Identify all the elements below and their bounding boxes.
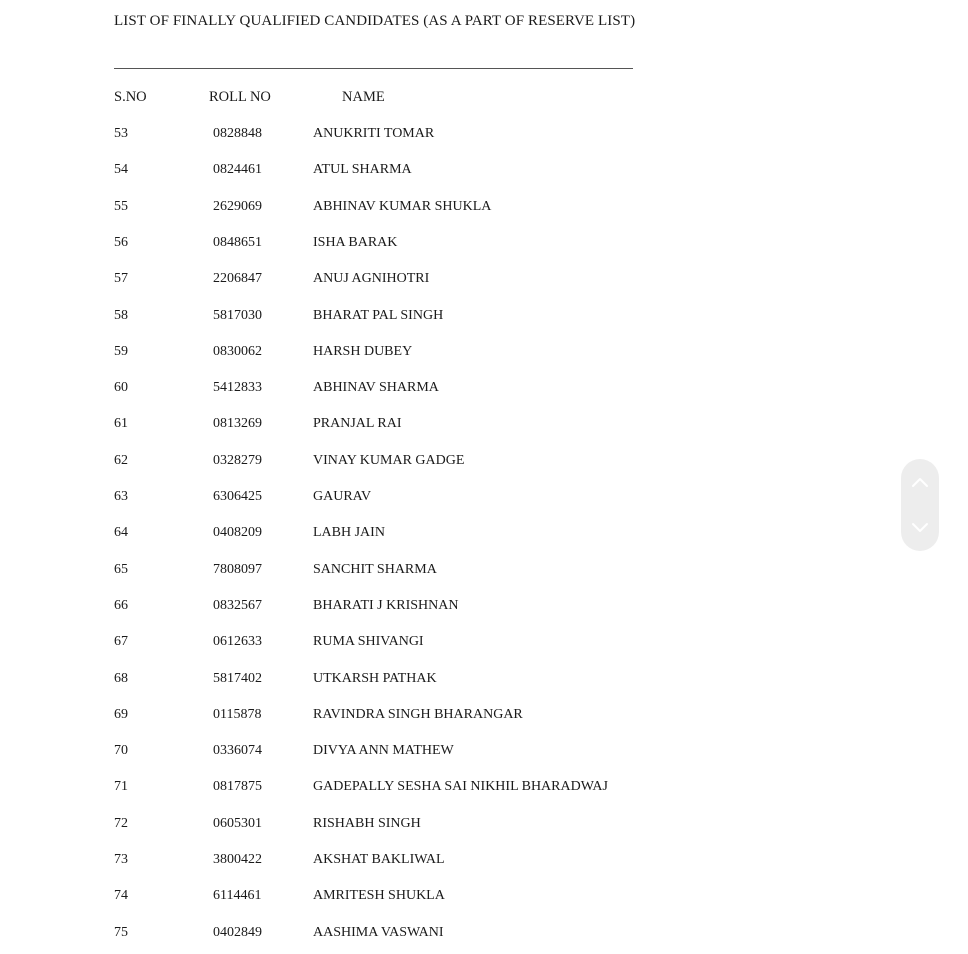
- table-row: [0, 888, 968, 908]
- page-scroll-controls: [901, 459, 939, 551]
- table-row: [0, 598, 968, 618]
- table-row: [0, 199, 968, 219]
- chevron-up-icon: [911, 476, 929, 488]
- cell-sno: 59: [114, 343, 128, 359]
- table-row: [0, 308, 968, 328]
- cell-name: GADEPALLY SESHA SAI NIKHIL BHARADWAJ: [313, 779, 608, 795]
- cell-name: AASHIMA VASWANI: [313, 924, 444, 940]
- cell-sno: 53: [114, 126, 128, 141]
- cell-name: LABH JAIN: [313, 525, 385, 541]
- table-row: [0, 271, 968, 291]
- column-header-sno: S.NO: [114, 89, 147, 105]
- cell-sno: 55: [114, 198, 128, 214]
- cell-sno: 75: [114, 924, 128, 940]
- cell-name: ABHINAV SHARMA: [313, 380, 439, 396]
- cell-name: ANUJ AGNIHOTRI: [313, 271, 430, 287]
- cell-name: PRANJAL RAI: [313, 416, 402, 432]
- cell-sno: 64: [114, 525, 128, 541]
- cell-sno: 72: [114, 815, 128, 831]
- cell-sno: 62: [114, 452, 128, 468]
- document-title: LIST OF FINALLY QUALIFIED CANDIDATES (AS A PART OF RESERVE LIST): [114, 13, 636, 29]
- cell-roll-no: 0612633: [213, 634, 262, 650]
- cell-name: GAURAV: [313, 489, 372, 504]
- cell-roll-no: 5817030: [213, 307, 262, 323]
- table-row: [0, 380, 968, 400]
- cell-name: RUMA SHIVANGI: [313, 634, 424, 650]
- cell-roll-no: 5817402: [213, 670, 262, 686]
- table-header: [0, 89, 968, 109]
- table-row: [0, 453, 968, 473]
- cell-roll-no: 6306425: [213, 489, 262, 504]
- table-row: [0, 816, 968, 836]
- table-row: [0, 707, 968, 727]
- table-row: [0, 162, 968, 182]
- table-row: [0, 489, 968, 509]
- table-row: [0, 852, 968, 872]
- cell-roll-no: 0817875: [213, 779, 262, 795]
- cell-roll-no: 0848651: [213, 234, 262, 250]
- cell-name: ISHA BARAK: [313, 234, 398, 250]
- cell-name: AKSHAT BAKLIWAL: [313, 852, 445, 867]
- cell-name: DIVYA ANN MATHEW: [313, 743, 454, 759]
- cell-name: HARSH DUBEY: [313, 343, 413, 359]
- cell-name: AMRITESH SHUKLA: [313, 888, 445, 904]
- table-row: [0, 126, 968, 146]
- chevron-down-icon: [911, 522, 929, 534]
- cell-roll-no: 2206847: [213, 271, 262, 287]
- table-row: [0, 779, 968, 799]
- table-row: [0, 416, 968, 436]
- cell-sno: 69: [114, 706, 128, 722]
- table-row: [0, 235, 968, 255]
- cell-sno: 73: [114, 852, 128, 867]
- cell-roll-no: 0402849: [213, 924, 262, 940]
- scroll-down-button[interactable]: [901, 505, 939, 551]
- table-row: [0, 925, 968, 945]
- cell-roll-no: 2629069: [213, 198, 262, 214]
- table-row: [0, 562, 968, 582]
- cell-roll-no: 0832567: [213, 597, 262, 613]
- cell-roll-no: 7808097: [213, 561, 262, 577]
- cell-name: BHARATI J KRISHNAN: [313, 597, 459, 613]
- cell-name: ANUKRITI TOMAR: [313, 126, 435, 141]
- cell-name: ABHINAV KUMAR SHUKLA: [313, 198, 492, 214]
- cell-sno: 54: [114, 162, 128, 178]
- cell-roll-no: 0828848: [213, 126, 262, 141]
- cell-roll-no: 6114461: [213, 888, 262, 904]
- cell-name: VINAY KUMAR GADGE: [313, 452, 465, 468]
- cell-sno: 74: [114, 888, 128, 904]
- column-header-name: NAME: [342, 89, 385, 105]
- cell-name: RISHABH SINGH: [313, 815, 421, 831]
- cell-name: BHARAT PAL SINGH: [313, 307, 444, 323]
- cell-sno: 70: [114, 743, 128, 759]
- cell-roll-no: 0115878: [213, 706, 262, 722]
- cell-sno: 67: [114, 634, 128, 650]
- cell-name: RAVINDRA SINGH BHARANGAR: [313, 706, 523, 722]
- table-row: [0, 525, 968, 545]
- title-divider: [114, 68, 633, 69]
- cell-sno: 58: [114, 307, 128, 323]
- cell-roll-no: 0605301: [213, 815, 262, 831]
- cell-name: SANCHIT SHARMA: [313, 561, 437, 577]
- cell-roll-no: 0336074: [213, 743, 262, 759]
- table-row: [0, 671, 968, 691]
- cell-sno: 63: [114, 489, 128, 504]
- cell-roll-no: 0813269: [213, 416, 262, 432]
- cell-name: UTKARSH PATHAK: [313, 670, 437, 686]
- cell-sno: 66: [114, 597, 128, 613]
- column-header-roll-no: ROLL NO: [209, 89, 271, 105]
- scroll-up-button[interactable]: [901, 459, 939, 505]
- cell-roll-no: 0824461: [213, 162, 262, 178]
- cell-sno: 60: [114, 380, 128, 396]
- table-row: [0, 634, 968, 654]
- cell-roll-no: 0328279: [213, 452, 262, 468]
- cell-sno: 57: [114, 271, 128, 287]
- cell-sno: 61: [114, 416, 128, 432]
- cell-name: ATUL SHARMA: [313, 162, 412, 178]
- cell-sno: 68: [114, 670, 128, 686]
- cell-sno: 71: [114, 779, 128, 795]
- cell-roll-no: 5412833: [213, 380, 262, 396]
- table-row: [0, 344, 968, 364]
- cell-roll-no: 3800422: [213, 852, 262, 867]
- cell-roll-no: 0408209: [213, 525, 262, 541]
- cell-roll-no: 0830062: [213, 343, 262, 359]
- cell-sno: 56: [114, 234, 128, 250]
- cell-sno: 65: [114, 561, 128, 577]
- table-row: [0, 743, 968, 763]
